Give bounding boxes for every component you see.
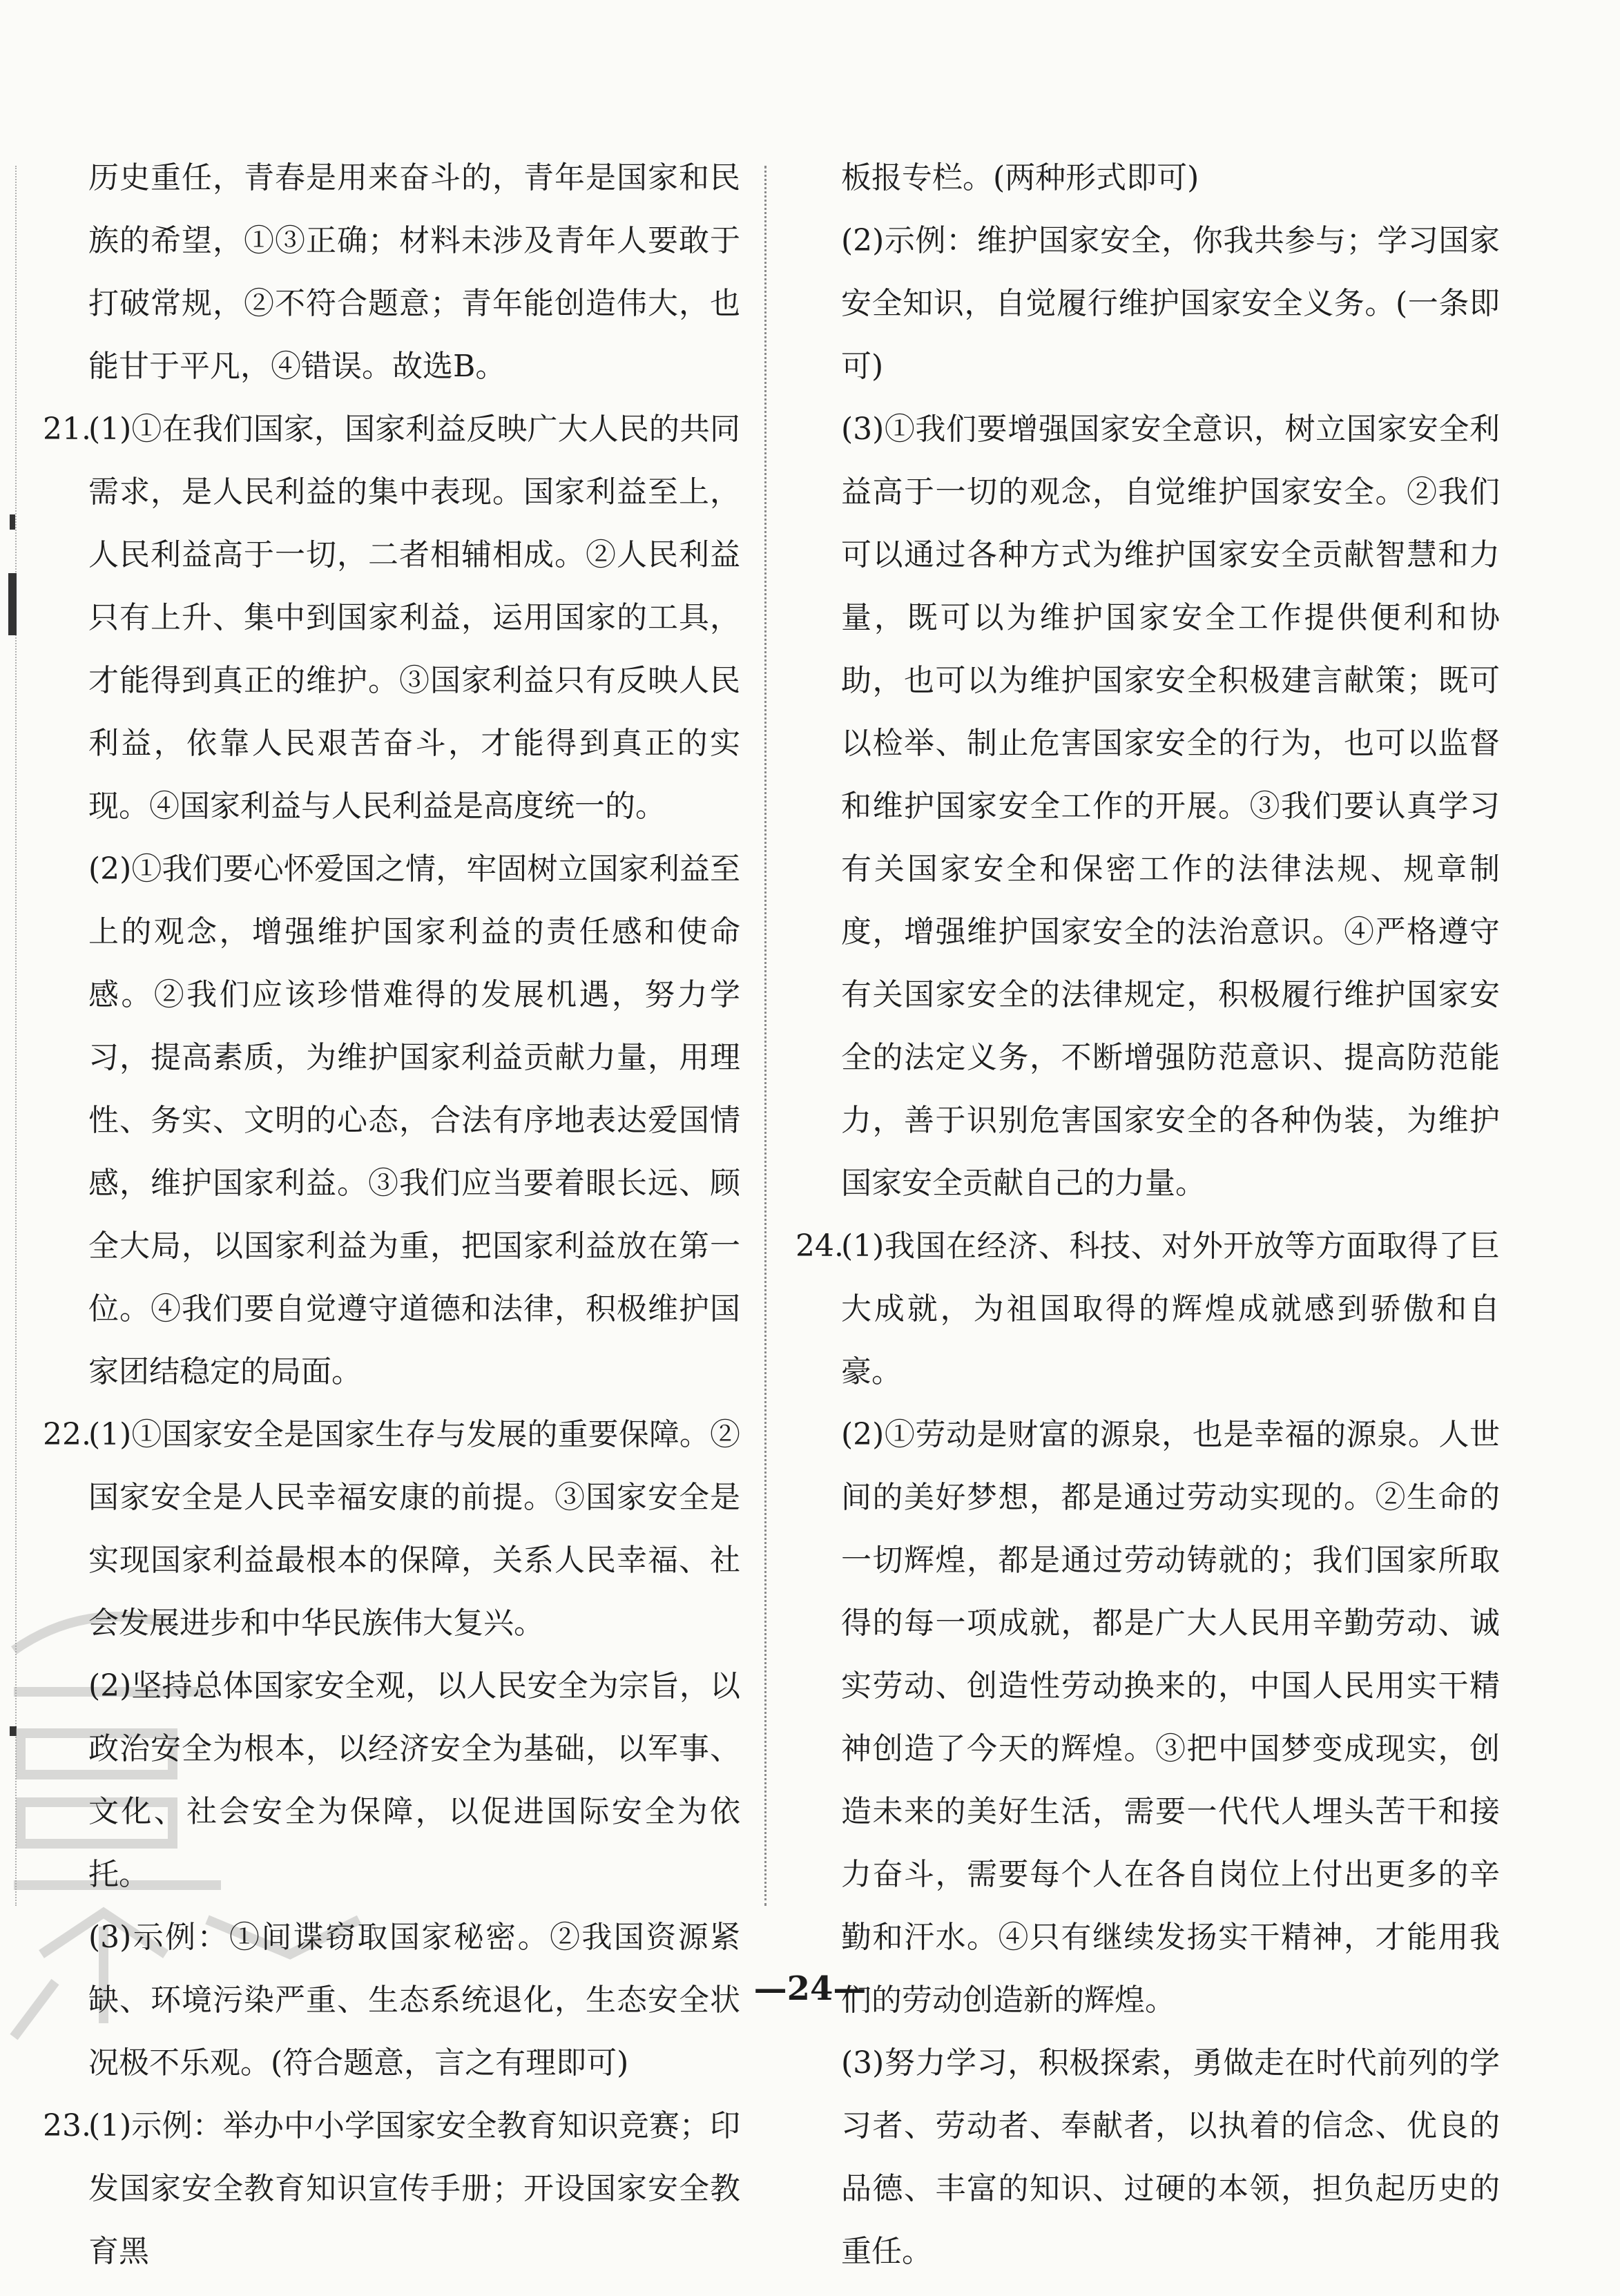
- column-divider: [764, 166, 766, 1906]
- question-number: 24.: [795, 1228, 844, 1264]
- continued-paragraph: 历史重任，青春是用来奋斗的，青年是国家和民族的希望，①③正确；材料未涉及青年人要敢于打破常规，②不符合题意；青年能创造伟大，也能甘于平凡，④错误。故选B。: [88, 160, 740, 384]
- question-22: [43, 1403, 740, 1655]
- answer-part-2: (2)坚持总体国家安全观，以人民安全为宗旨，以政治安全为根本，以经济安全为基础，以军事、文化、社会安全为保障，以促进国际安全为依托。: [88, 1668, 740, 1892]
- page-number: —24—: [753, 1969, 867, 2008]
- left-column: [43, 146, 740, 2283]
- question-21: [43, 398, 740, 838]
- scan-mark: [10, 514, 15, 530]
- answer-part-2: (2)示例：维护国家安全，你我共参与；学习国家安全知识，自觉履行维护国家安全义务。(一条即可): [841, 223, 1500, 384]
- answer-part-3: (3)①我们要增强国家安全意识，树立国家安全利益高于一切的观念，自觉维护国家安全。②我们可以通过各种方式为维护国家安全贡献智慧和力量，既可以为维护国家安全工作提供便利和协助，也可以为维护国家安全积极建言献策；既可以检举、制止危害国家安全的行为，也可以监督和维护国家安全工作的开展。③我们要认真学习有关国家安全和保密工作的法律法规、规章制度，增强维护国家安全的法治意识。④严格遵守有关国家安全的法律规定，积极履行维护国家安全的法定义务，不断增强防范意识、提高防范能力，善于识别危害国家安全的各种伪装，为维护国家安全贡献自己的力量。: [841, 412, 1500, 1201]
- answer-part-1: (1)①在我们国家，国家利益反映广大人民的共同需求，是人民利益的集中表现。国家利益至上，人民利益高于一切，二者相辅相成。②人民利益只有上升、集中到国家利益，运用国家的工具，才能得到真正的维护。③国家利益只有反映人民利益，依靠人民艰苦奋斗，才能得到真正的实现。④国家利益与人民利益是高度统一的。: [88, 412, 740, 824]
- question-number: 23.: [43, 2108, 91, 2143]
- answer-part-2: (2)①我们要心怀爱国之情，牢固树立国家利益至上的观念，增强维护国家利益的责任感和使命感。②我们应该珍惜难得的发展机遇，努力学习，提高素质，为维护国家利益贡献力量，用理性、务实、文明的心态，合法有序地表达爱国情感，维护国家利益。③我们应当要着眼长远、顾全大局，以国家利益为重，把国家利益放在第一位。④我们要自觉遵守道德和法律，积极维护国家团结稳定的局面。: [88, 851, 740, 1389]
- question-23: [43, 2094, 740, 2283]
- question-24: [795, 1215, 1500, 1403]
- answer-part-3: (3)示例：①间谍窃取国家秘密。②我国资源紧缺、环境污染严重、生态系统退化，生态安全状况极不乐观。(符合题意，言之有理即可): [88, 1920, 740, 2081]
- question-number: 22.: [43, 1417, 91, 1452]
- answer-part-3: (3)努力学习，积极探索，勇做走在时代前列的学习者、劳动者、奉献者，以执着的信念、优良的品德、丰富的知识、过硬的本领，担负起历史的重任。: [841, 2045, 1500, 2269]
- answer-part-2: (2)①劳动是财富的源泉，也是幸福的源泉。人世间的美好梦想，都是通过劳动实现的。②生命的一切辉煌，都是通过劳动铸就的；我们国家所取得的每一项成就，都是广大人民用辛勤劳动、诚实劳动、创造性劳动换来的，中国人民用实干精神创造了今天的辉煌。③把中国梦变成现实，创造未来的美好生活，需要一代代人埋头苦干和接力奋斗，需要每个人在各自岗位上付出更多的辛勤和汗水。④只有继续发扬实干精神，才能用我们的劳动创造新的辉煌。: [841, 1417, 1500, 2018]
- right-column: [795, 146, 1500, 2283]
- scan-mark: [8, 573, 17, 635]
- question-number: 21.: [43, 412, 91, 447]
- answer-part-1: (1)①国家安全是国家生存与发展的重要保障。②国家安全是人民幸福安康的前提。③国家安全是实现国家利益最根本的保障，关系人民幸福、社会发展进步和中华民族伟大复兴。: [88, 1417, 740, 1641]
- continued-paragraph: 板报专栏。(两种形式即可): [841, 160, 1199, 195]
- answer-part-1: (1)示例：举办中小学国家安全教育知识竞赛；印发国家安全教育知识宣传手册；开设国家安全教育黑: [88, 2108, 740, 2269]
- answer-part-1: (1)我国在经济、科技、对外开放等方面取得了巨大成就，为祖国取得的辉煌成就感到骄傲和自豪。: [841, 1228, 1500, 1389]
